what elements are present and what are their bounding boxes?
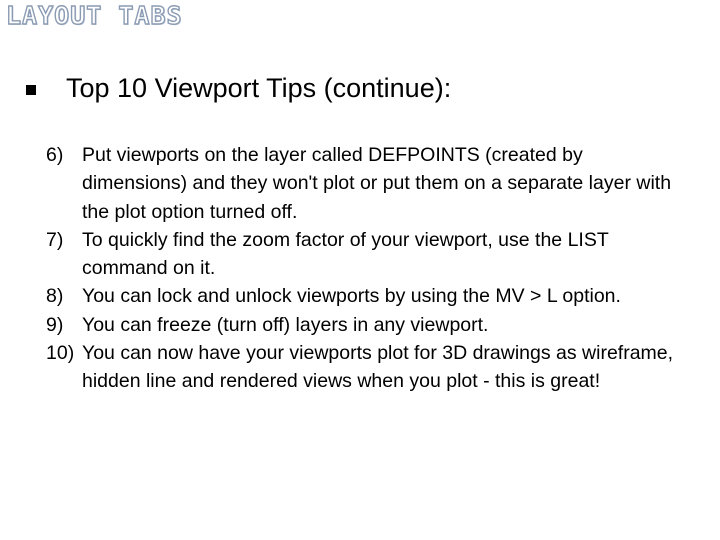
slide-title: LAYOUT TABS: [6, 1, 183, 30]
list-item-number: 9): [46, 313, 64, 336]
list-item-number: 10): [46, 342, 75, 365]
list-item-number: 7): [46, 228, 64, 251]
list-item: [46, 339, 686, 396]
list-item-text: You can lock and unlock viewports by using the MV > L option.: [82, 285, 621, 308]
list-item-text: You can now have your viewports plot for 3D drawings as wireframe, hidden line and rendered views when you plot - this is great!: [82, 342, 674, 393]
list-item-number: 8): [46, 285, 64, 308]
square-bullet-icon: [26, 85, 36, 95]
section-heading: [26, 74, 451, 104]
list-item: [46, 226, 686, 283]
list-item-text: To quickly find the zoom factor of your viewport, use the LIST command on it.: [82, 228, 609, 280]
list-item: [46, 141, 686, 226]
section-heading-text: Top 10 Viewport Tips (continue):: [66, 73, 452, 103]
list-item-number: 6): [46, 144, 64, 166]
tips-list: [46, 141, 686, 396]
list-item: [46, 282, 686, 310]
list-item: [46, 311, 686, 339]
list-item-text: You can freeze (turn off) layers in any viewport.: [82, 313, 489, 336]
list-item-text: Put viewports on the layer called DEFPOINTS (created by dimensions) and they won't plot or put them on a separate layer with the plot option turned off.: [82, 144, 672, 223]
